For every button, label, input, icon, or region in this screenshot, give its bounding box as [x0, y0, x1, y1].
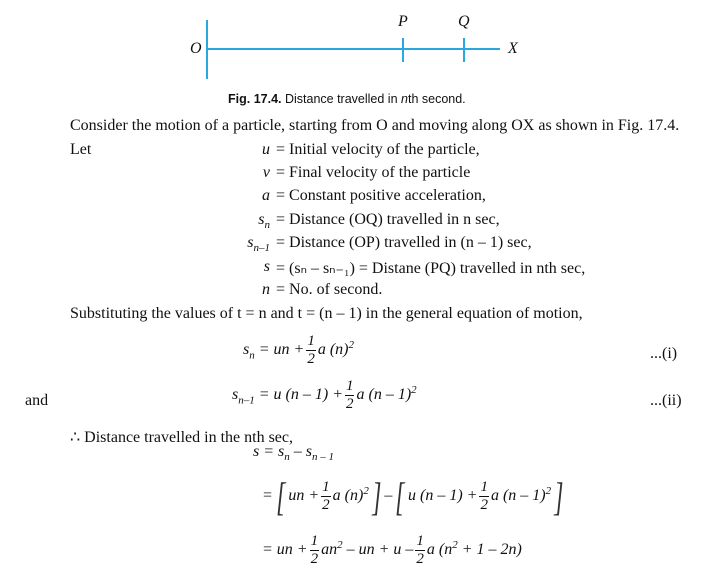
intro-text: Consider the motion of a particle, starting from O and moving along OX as shown in Fig. 17.4.	[70, 117, 680, 134]
label-o: O	[190, 40, 202, 57]
def-text: = (sₙ – sₙ₋₁) = Distane (PQ) travelled in nth sec,	[276, 260, 586, 277]
def-text: = Distance (OP) travelled in (n – 1) sec,	[276, 234, 532, 251]
label-x: X	[508, 40, 518, 57]
equation-2-tag: ...(ii)	[650, 392, 682, 409]
def-text: = Final velocity of the particle	[276, 164, 471, 181]
def-text: = Distance (OQ) travelled in n sec,	[276, 211, 500, 228]
def-sym: n	[262, 281, 270, 298]
equation-3: $s = s_n - s_{n - 1}$	[253, 443, 334, 464]
def-text: = Initial velocity of the particle,	[276, 141, 480, 158]
def-sym: u	[262, 141, 270, 158]
let-label: Let	[70, 141, 92, 158]
equation-1-tag: ...(i)	[650, 345, 678, 362]
def-sym: v	[262, 164, 270, 181]
figure-caption: Fig. 17.4. Distance travelled in nth second.	[228, 92, 466, 106]
substituting-text: Substituting the values of t = n and t = (n – 1) in the general equation of motion,	[70, 305, 583, 322]
label-p: P	[398, 13, 408, 30]
def-sym: $s_n$	[258, 211, 270, 232]
def-sym: s	[263, 258, 270, 275]
def-sym: $s_{n-1}$	[247, 234, 270, 255]
def-text: = No. of second.	[276, 281, 383, 298]
axis-line	[207, 48, 500, 50]
def-sym: a	[262, 187, 270, 204]
and-label: and	[25, 392, 49, 409]
equation-5: = un + $\frac{1}{2}$ $an^2$ – un + u – $\frac{1}{2}$ a $(n^2 + 1 - 2n)$	[262, 533, 522, 567]
equation-2: $s_{n-1} = u$ (n – 1) + $\frac{1}{2}$ a (n – 1)$^2$	[232, 378, 417, 412]
therefore-text: ∴ Distance travelled in the nth sec,	[70, 429, 293, 446]
tick-q	[463, 38, 465, 62]
equation-4: =[ un + $\frac{1}{2}$ a $(n)^2$] –[ u (n – 1) + $\frac{1}{2}$ a (n – 1)$^2$]	[262, 474, 564, 519]
def-text: = Constant positive acceleration,	[276, 187, 486, 204]
equation-1: $s_n$ = un + $\frac{1}{2}$ a $(n)^2$	[243, 333, 354, 367]
label-q: Q	[458, 13, 470, 30]
tick-p	[402, 38, 404, 62]
